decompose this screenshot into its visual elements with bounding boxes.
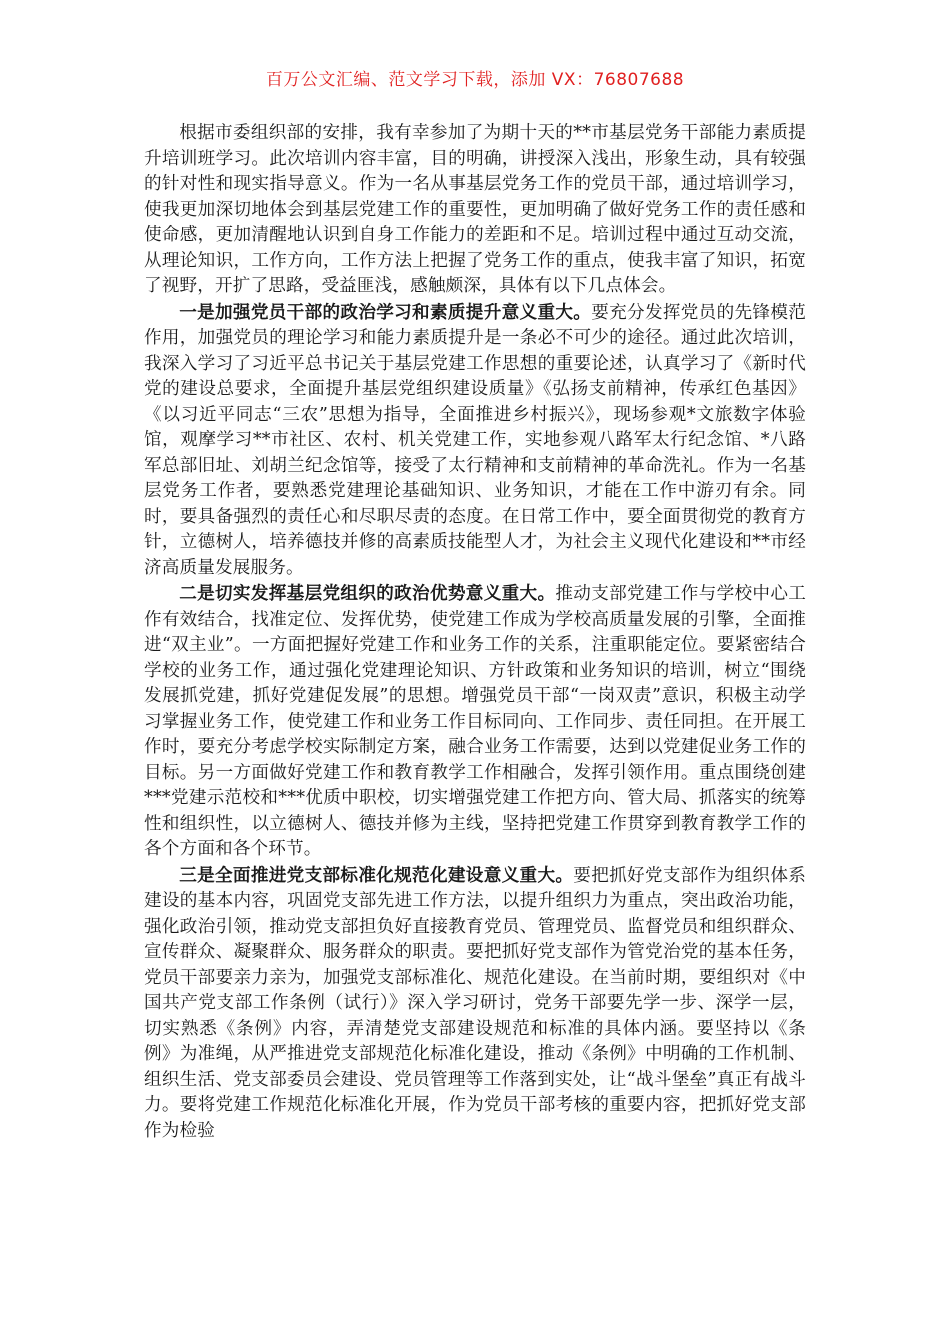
point-paragraph-1 — [144, 300, 806, 582]
point-text-2: 推动支部党建工作与学校中心工作有效结合，找准定位、发挥优势，使党建工作成为学校高质量发展的引擎，全面推进“双主业”。一方面把握好党建工作和业务工作的关系，注重职能定位。要紧密结合学校的业务工作，通过强化党建理论知识、方针政策和业务知识的培训，树立“围绕发展抓党建，抓好党建促发展”的思想。增强党员干部“一岗双责”意识，积极主动学习掌握业务工作，使党建工作和业务工作目标同向、工作同步、责任同担。在开展工作时，要充分考虑学校实际制定方案，融合业务工作需要，达到以党建促业务工作的目标。另一方面做好党建工作和教育教学工作相融合，发挥引领作用。重点围绕创建***党建示范校和***优质中职校，切实增强党建工作把方向、管大局、抓落实的统筹性和组织性，以立德树人、德技并修为主线，坚持把党建工作贯穿到教育教学工作的各个方面和各个环节。 — [144, 584, 806, 859]
point-heading-3: 三是全面推进党支部标准化规范化建设意义重大。 — [179, 864, 574, 886]
point-paragraph-2 — [144, 581, 806, 863]
point-text-3: 要把抓好党支部作为组织体系建设的基本内容，巩固党支部先进工作方法，以提升组织力为重点，突出政治功能，强化政治引领，推动党支部担负好直接教育党员、管理党员、监督党员和组织群众、宣传群众、凝聚群众、服务群众的职责。要把抓好党支部作为管党治党的基本任务，党员干部要亲力亲为，加强党支部标准化、规范化建设。在当前时期，要组织对《中国共产党支部工作条例（试行）》深入学习研讨，党务干部要先学一步、深学一层，切实熟悉《条例》内容，弄清楚党支部建设规范和标准的具体内涵。要坚持以《条例》为准绳，从严推进党支部规范化标准化建设，推动《条例》中明确的工作机制、组织生活、党支部委员会建设、党员管理等工作落到实处，让“战斗堡垒”真正有战斗力。要将党建工作规范化标准化开展，作为党员干部考核的重要内容，把抓好党支部作为检验 — [144, 865, 807, 1141]
point-text-1: 要充分发挥党员的先锋模范作用，加强党员的理论学习和能力素质提升是一条必不可少的途径。通过此次培训，我深入学习了习近平总书记关于基层党建工作思想的重要论述，认真学习了《新时代党的建设总要求，全面提升基层党组织建设质量》《弘扬支前精神，传承红色基因》《以习近平同志“三农”思想为指导，全面推进乡村振兴》，现场参观*文旅数字体验馆，观摩学习**市社区、农村、机关党建工作，实地参观八路军太行纪念馆、*八路军总部旧址、刘胡兰纪念馆等，接受了太行精神和支前精神的革命洗礼。作为一名基层党务工作者，要熟悉党建理论基础知识、业务知识，才能在工作中游刃有余。同时，要具备强烈的责任心和尽职尽责的态度。在日常工作中，要全面贯彻党的教育方针，立德树人，培养德技并修的高素质技能型人才，为社会主义现代化建设和**市经济高质量发展服务。 — [144, 302, 806, 578]
intro-paragraph: 根据市委组织部的安排，我有幸参加了为期十天的**市基层党务干部能力素质提升培训班学习。此次培训内容丰富，目的明确，讲授深入浅出，形象生动，具有较强的针对性和现实指导意义。作为一名从事基层党务工作的党员干部，通过培训学习，使我更加深切地体会到基层党建工作的重要性，更加明确了做好党务工作的责任感和使命感，更加清醒地认识到自身工作能力的差距和不足。培训过程中通过互动交流，从理论知识，工作方向，工作方法上把握了党务工作的重点，使我丰富了知识，拓宽了视野，开扩了思路，受益匪浅，感触颇深，具体有以下几点体会。 — [144, 123, 806, 296]
point-heading-2: 二是切实发挥基层党组织的政治优势意义重大。 — [179, 583, 556, 604]
header-watermark-text: 百万公文汇编、范文学习下载，添加 VX：76807688 — [265, 70, 685, 90]
document-body — [144, 121, 806, 1144]
point-heading-1: 一是加强党员干部的政治学习和素质提升意义重大。 — [179, 301, 592, 323]
point-paragraph-3 — [144, 863, 806, 1145]
